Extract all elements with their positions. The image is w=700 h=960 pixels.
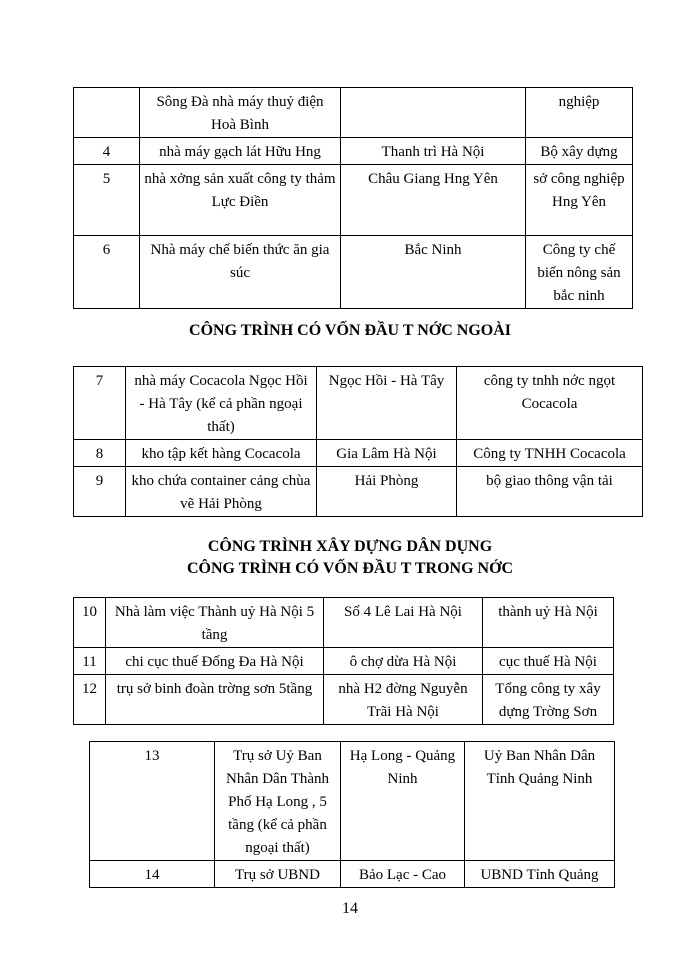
cell-location: Hải Phòng [317,467,457,517]
table-row [74,367,643,440]
table-row [74,88,633,138]
cell-owner: Uỷ Ban Nhân Dân Tỉnh Quảng Ninh [465,742,615,861]
cell-location: Châu Giang Hng Yên [341,165,526,236]
page-number: 14 [342,900,358,917]
cell-no: 11 [74,648,106,675]
cell-owner: thành uỷ Hà Nội [483,598,614,648]
table-row [90,861,615,888]
table-row [74,236,633,309]
table-row [74,138,633,165]
table-row [90,742,615,861]
table-row [74,675,614,725]
cell-location: nhà H2 đờng Nguyễn Trãi Hà Nội [324,675,483,725]
cell-no: 6 [74,236,140,309]
project-table-2 [73,366,643,517]
cell-location: Ngọc Hồi - Hà Tây [317,367,457,440]
project-table-4 [89,741,615,888]
cell-owner: Bộ xây dựng [526,138,633,165]
cell-no: 13 [90,742,215,861]
cell-name: Nhà máy chế biến thức ăn gia súc [140,236,341,309]
table-row [74,467,643,517]
table-row [74,440,643,467]
cell-owner: Công ty chế biến nông sản bắc ninh [526,236,633,309]
cell-owner: UBND Tỉnh Quảng [465,861,615,888]
cell-name: nhà máy Cocacola Ngọc Hồi - Hà Tây (kể cả phần ngoại thất) [126,367,317,440]
cell-location: Thanh trì Hà Nội [341,138,526,165]
table-row [74,598,614,648]
cell-location: Bắc Ninh [341,236,526,309]
table-row [74,165,633,236]
cell-owner: cục thuế Hà Nội [483,648,614,675]
cell-no: 12 [74,675,106,725]
cell-owner: nghiệp [526,88,633,138]
cell-no: 10 [74,598,106,648]
cell-no [74,88,140,138]
cell-location: Bảo Lạc - Cao [341,861,465,888]
cell-name: Sông Đà nhà máy thuỷ điện Hoà Bình [140,88,341,138]
cell-name: nhà xởng sản xuất công ty thảm Lực Điền [140,165,341,236]
section-heading-civil: CÔNG TRÌNH XÂY DỰNG DÂN DỤNG [207,538,493,555]
cell-no: 9 [74,467,126,517]
cell-name: Trụ sở Uỷ Ban Nhân Dân Thành Phố Hạ Long , 5 tầng (kể cả phần ngoại thất) [215,742,341,861]
cell-name: trụ sở binh đoàn trờng sơn 5tầng [106,675,324,725]
cell-location: ô chợ dừa Hà Nội [324,648,483,675]
cell-name: Nhà làm việc Thành uỷ Hà Nội 5 tầng [106,598,324,648]
section-heading-foreign: CÔNG TRÌNH CÓ VỐN ĐẦU T NỚC NGOÀI [189,322,511,339]
cell-no: 7 [74,367,126,440]
cell-name: nhà máy gạch lát Hữu Hng [140,138,341,165]
cell-name: chi cục thuế Đống Đa Hà Nội [106,648,324,675]
cell-owner: Công ty TNHH Cocacola [457,440,643,467]
cell-no: 14 [90,861,215,888]
cell-name: kho tập kết hàng Cocacola [126,440,317,467]
cell-location: Số 4 Lê Lai Hà Nội [324,598,483,648]
section-heading-domestic: CÔNG TRÌNH CÓ VỐN ĐẦU T TRONG NỚC [186,560,514,577]
cell-no: 8 [74,440,126,467]
cell-owner: Tổng công ty xây dựng Trờng Sơn [483,675,614,725]
cell-owner: sở công nghiệp Hng Yên [526,165,633,236]
cell-location: Hạ Long - Quảng Ninh [341,742,465,861]
cell-name: Trụ sở UBND [215,861,341,888]
cell-no: 4 [74,138,140,165]
table-row [74,648,614,675]
cell-no: 5 [74,165,140,236]
project-table-3 [73,597,614,725]
cell-name: kho chứa container cảng chùa vẽ Hải Phòng [126,467,317,517]
cell-location [341,88,526,138]
project-table-1 [73,87,633,309]
cell-owner: công ty tnhh nớc ngọt Cocacola [457,367,643,440]
cell-location: Gia Lâm Hà Nội [317,440,457,467]
cell-owner: bộ giao thông vận tải [457,467,643,517]
